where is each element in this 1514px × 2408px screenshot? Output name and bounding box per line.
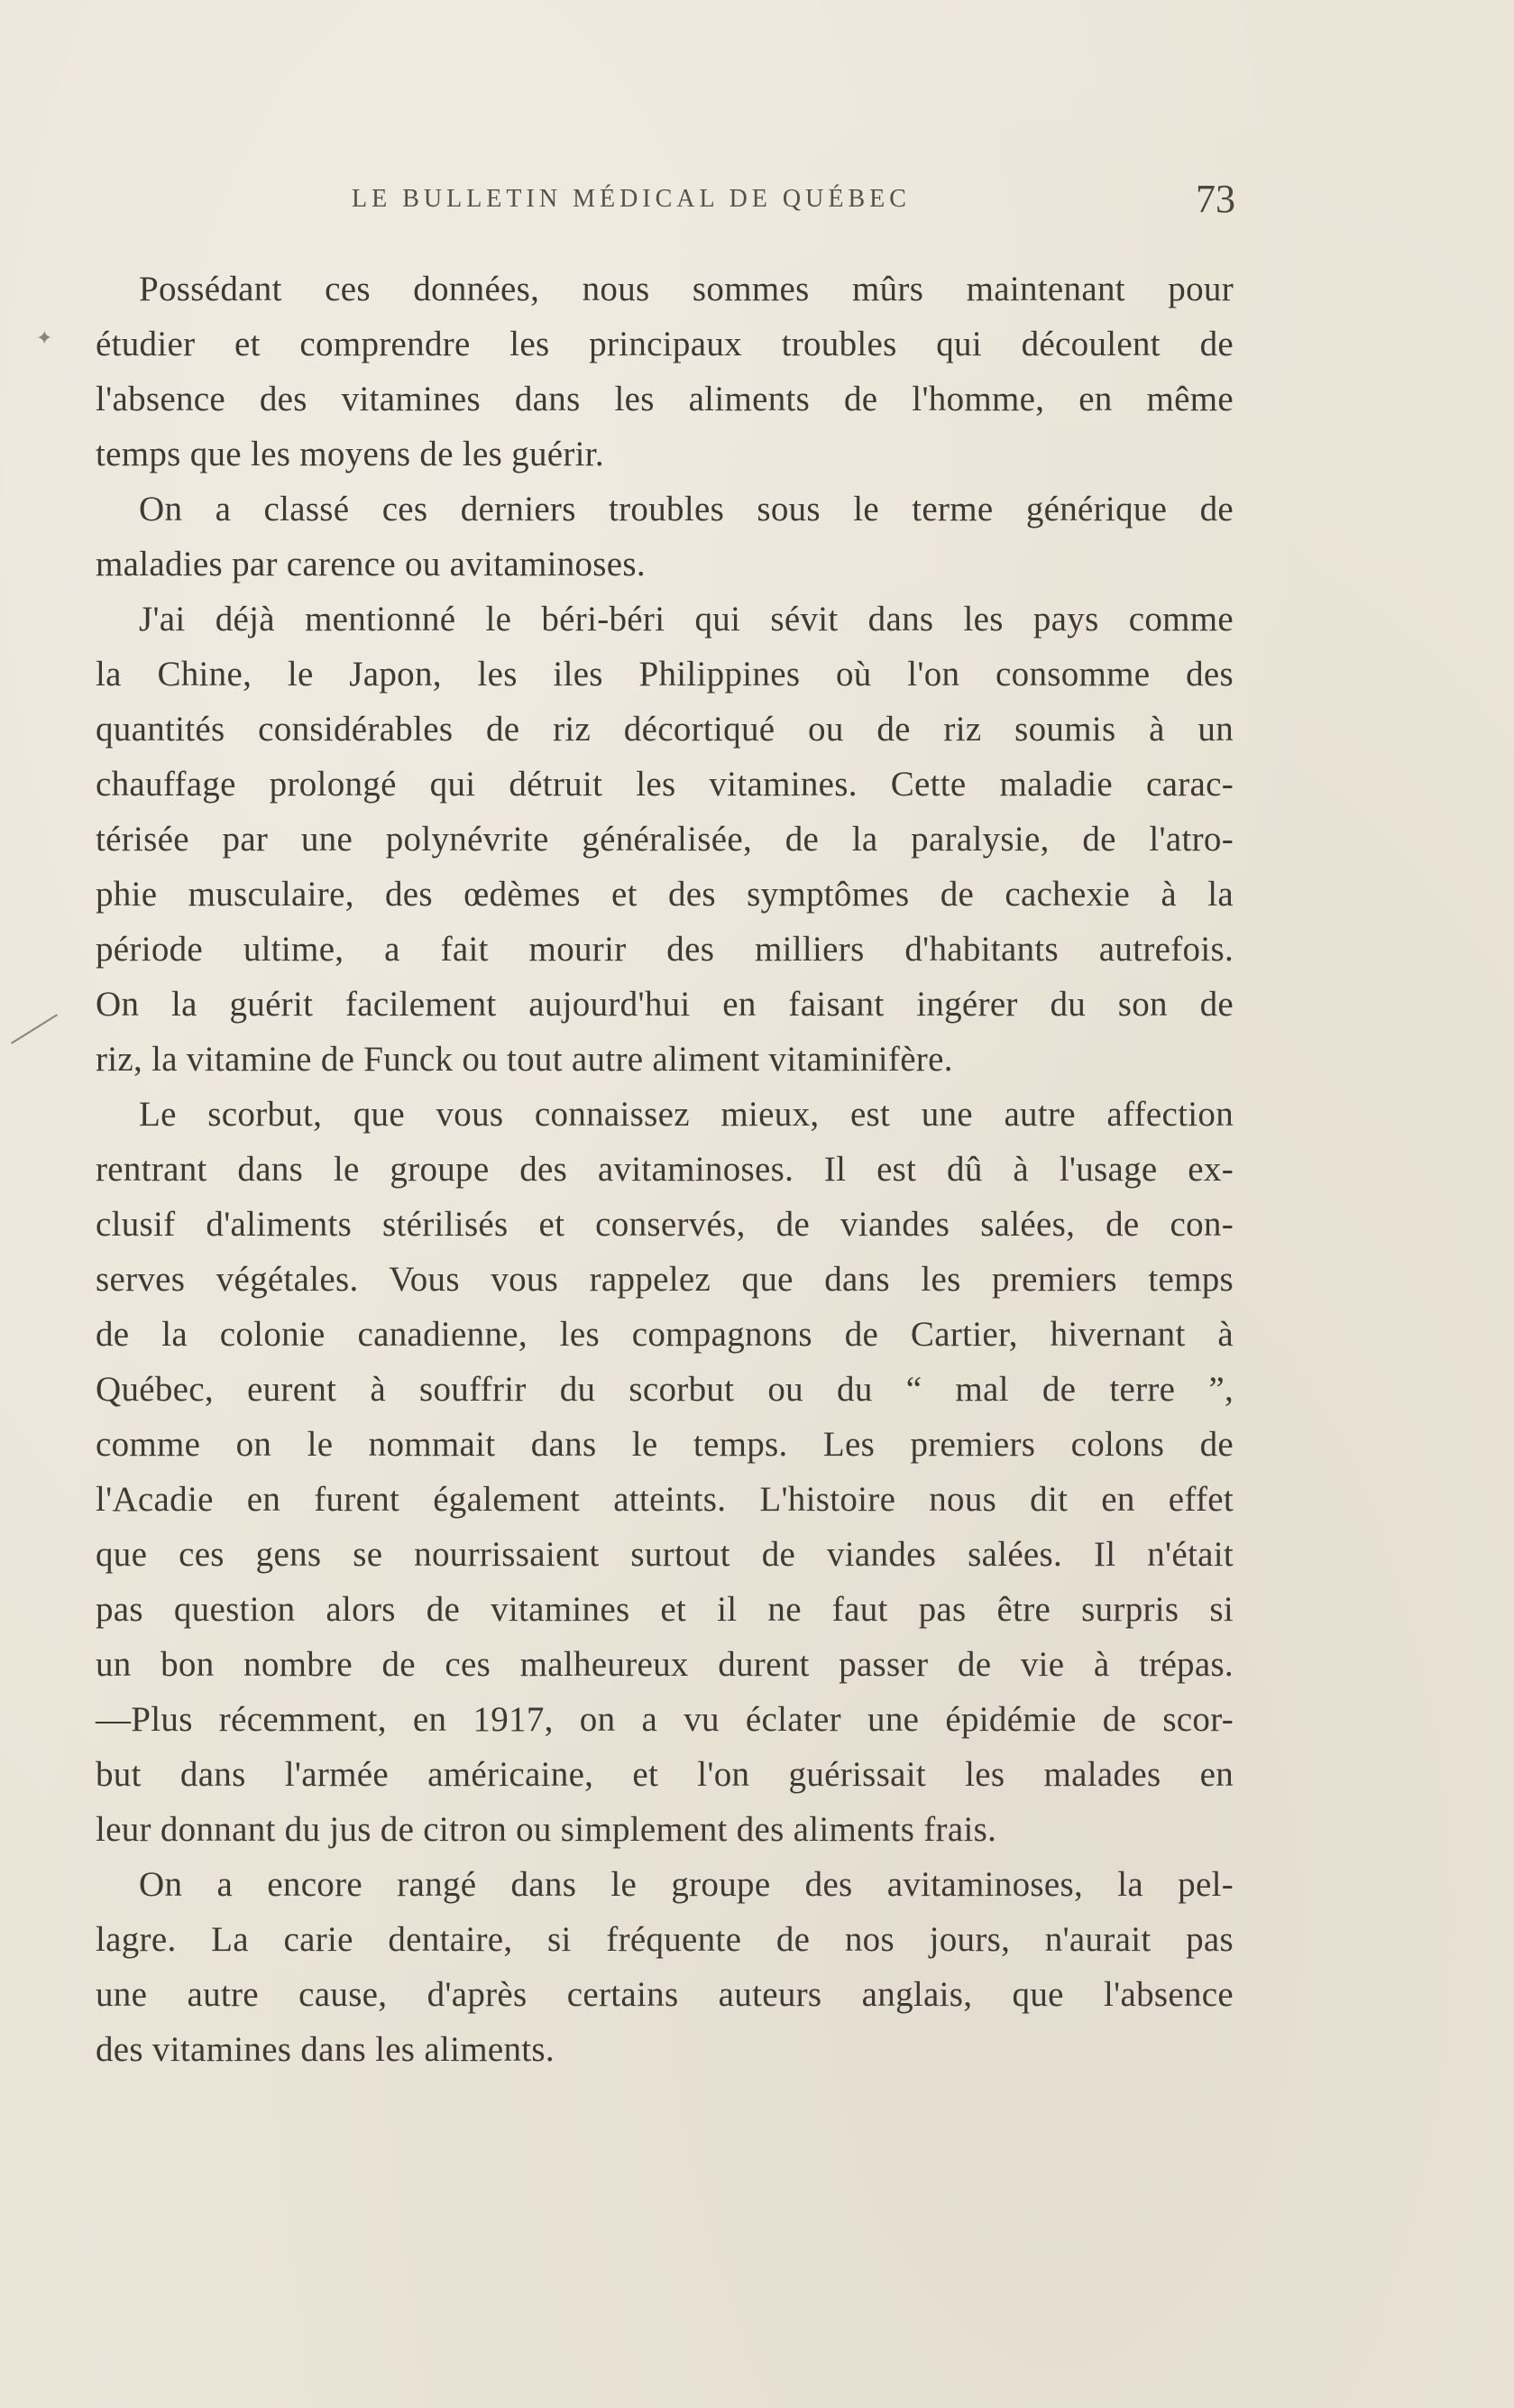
text-line: quantités considérables de riz décortiqué ou de riz soumis à un — [96, 710, 1234, 749]
page-header — [352, 176, 1235, 221]
text-line: Possédant ces données, nous sommes mûrs maintenant pour — [139, 270, 1234, 308]
text-line: temps que les moyens de les guérir. — [96, 435, 604, 473]
text-line: lagre. La carie dentaire, si fréquente de nos jours, n'aurait pas — [96, 1920, 1234, 1959]
text-line: la Chine, le Japon, les iles Philippines où l'on consomme des — [96, 655, 1234, 694]
text-line: but dans l'armée américaine, et l'on guérissait les malades en — [96, 1755, 1234, 1794]
text-line: une autre cause, d'après certains auteurs anglais, que l'absence — [96, 1975, 1234, 2014]
text-line: rentrant dans le groupe des avitaminoses. Il est dû à l'usage ex- — [96, 1150, 1234, 1189]
margin-pencil-stroke-icon — [11, 1014, 58, 1043]
text-line: l'Acadie en furent également atteints. L'histoire nous dit en effet — [96, 1480, 1234, 1519]
paragraph-3 — [96, 592, 1234, 1087]
text-line: Québec, eurent à souffrir du scorbut ou du “ mal de terre ”, — [96, 1370, 1234, 1409]
text-line: des vitamines dans les aliments. — [96, 2030, 555, 2069]
text-line: Le scorbut, que vous connaissez mieux, est une autre affection — [139, 1095, 1234, 1134]
text-line: l'absence des vitamines dans les aliments de l'homme, en même — [96, 380, 1234, 418]
text-line: maladies par carence ou avitaminoses. — [96, 545, 646, 584]
text-line: que ces gens se nourrissaient surtout de viandes salées. Il n'était — [96, 1535, 1234, 1574]
text-line: On la guérit facilement aujourd'hui en faisant ingérer du son de — [96, 985, 1234, 1024]
text-line: période ultime, a fait mourir des milliers d'habitants autrefois. — [96, 930, 1234, 969]
paragraph-4 — [96, 1087, 1234, 1857]
margin-mark-icon: ✦ — [36, 327, 53, 350]
text-line: On a encore rangé dans le groupe des avitaminoses, la pel- — [139, 1865, 1234, 1904]
paragraph-5 — [96, 1857, 1234, 2077]
text-line: serves végétales. Vous vous rappelez que dans les premiers temps — [96, 1260, 1234, 1299]
text-line: un bon nombre de ces malheureux durent passer de vie à trépas. — [96, 1645, 1234, 1684]
text-line: leur donnant du jus de citron ou simplement des aliments frais. — [96, 1810, 997, 1849]
text-line: chauffage prolongé qui détruit les vitamines. Cette maladie carac- — [96, 765, 1234, 804]
paragraph-1 — [96, 262, 1234, 482]
body-text — [96, 262, 1234, 2077]
text-line: de la colonie canadienne, les compagnons de Cartier, hivernant à — [96, 1315, 1234, 1354]
text-line: clusif d'aliments stérilisés et conservés, de viandes salées, de con- — [96, 1205, 1234, 1244]
text-line: pas question alors de vitamines et il ne faut pas être surpris si — [96, 1590, 1234, 1629]
text-line: riz, la vitamine de Funck ou tout autre aliment vitaminifère. — [96, 1040, 953, 1079]
text-line: comme on le nommait dans le temps. Les premiers colons de — [96, 1425, 1234, 1464]
page-number: 73 — [1196, 177, 1235, 221]
paragraph-2 — [96, 482, 1234, 592]
text-line: phie musculaire, des œdèmes et des symptômes de cachexie à la — [96, 875, 1234, 914]
text-line: J'ai déjà mentionné le béri-béri qui sévit dans les pays comme — [139, 600, 1234, 639]
running-head: LE BULLETIN MÉDICAL DE QUÉBEC — [352, 185, 911, 213]
text-line: térisée par une polynévrite généralisée, de la paralysie, de l'atro- — [96, 820, 1234, 859]
text-line: On a classé ces derniers troubles sous le terme générique de — [139, 490, 1234, 528]
text-line: —Plus récemment, en 1917, on a vu éclater une épidémie de scor- — [96, 1700, 1234, 1739]
text-line: étudier et comprendre les principaux troubles qui découlent de — [96, 325, 1234, 363]
